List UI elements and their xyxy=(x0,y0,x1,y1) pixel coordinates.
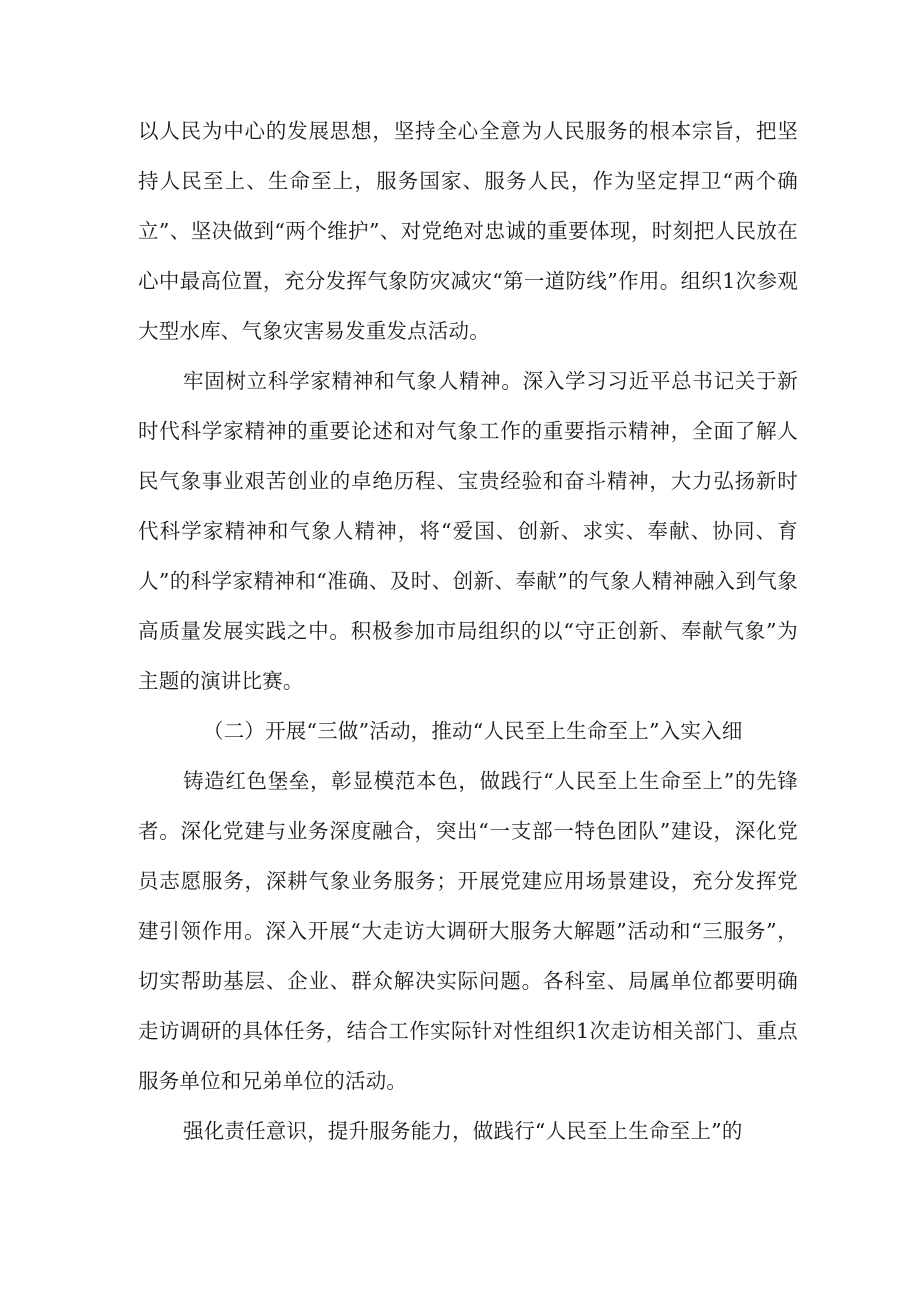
paragraph-scientist-spirit: 牢固树立科学家精神和气象人精神。深入学习习近平总书记关于新时代科学家精神的重要论述和对气象工作的重要指示精神，全面了解人民气象事业艰苦创业的卓绝历程、宝贵经验和奋斗精神，大力弘扬新时代科学家精神和气象人精神，将“爱国、创新、求实、奉献、协同、育人”的科学家精神和“准确、及时、创新、奉献”的气象人精神融入到气象高质量发展实践之中。积极参加市局组织的以“守正创新、奉献气象”为主题的演讲比赛。 xyxy=(138,369,798,693)
paragraph-responsibility: 强化责任意识，提升服务能力，做践行“人民至上生命至上”的 xyxy=(183,1119,743,1143)
document-body xyxy=(138,106,798,1156)
paragraph-red-fortress: 铸造红色堡垒，彰显模范本色，做践行“人民至上生命至上”的先锋者。深化党建与业务深度融合，突出“一支部一特色团队”建设，深化党员志愿服务，深耕气象业务服务；开展党建应用场景建设，充分发挥党建引领作用。深入开展“大走访大调研大服务大解题”活动和“三服务”，切实帮助基层、企业、群众解决实际问题。各科室、局属单位都要明确走访调研的具体任务，结合工作实际针对性组织1次走访相关部门、重点服务单位和兄弟单位的活动。 xyxy=(138,769,798,1093)
paragraph-continuation: 以人民为中心的发展思想，坚持全心全意为人民服务的根本宗旨，把坚持人民至上、生命至上，服务国家、服务人民，作为坚定捍卫“两个确立”、坚决做到“两个维护”、对党绝对忠诚的重要体现，时刻把人民放在心中最高位置，充分发挥气象防灾减灾“第一道防线”作用。组织1次参观大型水库、气象灾害易发重发点活动。 xyxy=(138,119,798,343)
section-heading: （二）开展“三做”活动，推动“人民至上生命至上”入实入细 xyxy=(203,719,743,743)
